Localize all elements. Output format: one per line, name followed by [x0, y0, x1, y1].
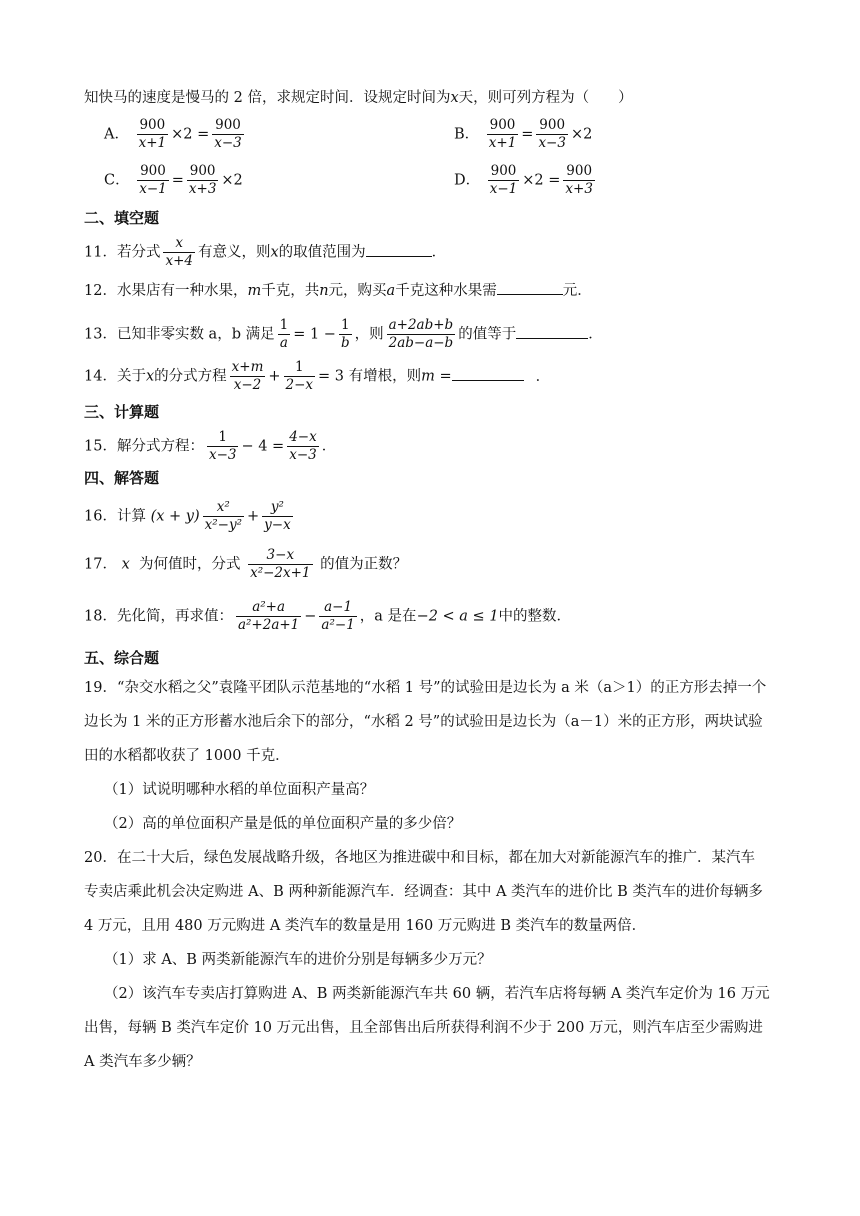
operator: + — [268, 368, 281, 385]
q16-text-a: 计算 — [116, 508, 146, 525]
numerator: 900 — [187, 164, 219, 181]
denominator: x−3 — [214, 135, 242, 151]
q12-end: 元． — [562, 283, 592, 299]
option-label: C． — [104, 172, 130, 189]
fraction — [207, 430, 239, 463]
operator-tail: ×2 — [570, 126, 593, 143]
q20-line-3: 4 万元，且用 480 万元购进 A 类汽车的数量是用 160 万元购进 B 类汽车的数量两倍． — [84, 918, 647, 934]
numerator: 900 — [487, 118, 519, 135]
q10-option-a[interactable] — [104, 118, 247, 151]
operator: = — [171, 172, 184, 189]
q19-line-2: 边长为 1 米的正方形蓄水池后余下的部分，“水稻 2 号”的试验田是边长为（a－1）米的正方形，两块试验 — [84, 714, 763, 730]
denominator: x+1 — [488, 135, 517, 151]
q20-part-2-line-1: （2）该汽车专卖店打算购进 A、B 两类新能源汽车共 60 辆，若汽车店将每辆 A 类汽车定价为 16 万元 — [104, 986, 770, 1002]
q12-text-d: 千克这种水果需 — [395, 283, 497, 299]
numerator: 900 — [137, 164, 169, 181]
denominator: x²−2x+1 — [250, 565, 311, 581]
q13-text-a: 已知非零实数 a，b 满足 — [116, 326, 275, 343]
question-number: 16． — [84, 508, 117, 525]
fraction — [137, 164, 169, 197]
section-heading-comprehensive: 五、综合题 — [84, 649, 160, 667]
question-number: 15． — [84, 438, 117, 455]
q18 — [84, 600, 571, 633]
q14-var: x — [145, 368, 155, 385]
q12-text-b: 千克，共 — [261, 283, 320, 299]
q16 — [84, 500, 296, 533]
section-heading-fill-in: 二、填空题 — [84, 209, 160, 227]
q14-text-a: 关于 — [116, 368, 146, 385]
numerator: x — [163, 236, 195, 253]
q14-var-m: m — [421, 368, 435, 385]
q14-end: ． — [535, 368, 551, 385]
numerator: 900 — [563, 164, 595, 181]
denominator: x+3 — [565, 181, 593, 197]
numerator: 900 — [536, 118, 568, 135]
denominator: x−2 — [233, 377, 262, 393]
question-number: 11． — [84, 244, 117, 261]
q13-end: ． — [588, 326, 603, 343]
answer-blank[interactable] — [516, 324, 588, 339]
q17-text-a: 为何值时，分式 — [138, 556, 241, 573]
q13 — [84, 318, 603, 351]
q16-prefix: (x + y) — [150, 508, 200, 525]
q18-text-b: ，a 是在 — [359, 608, 417, 625]
answer-blank[interactable] — [452, 366, 524, 381]
section-heading-answer: 四、解答题 — [84, 469, 160, 487]
q11-end: ． — [431, 244, 447, 261]
question-number: 17． — [84, 556, 117, 573]
question-number: 12． — [84, 283, 117, 299]
q17-var: x — [121, 556, 130, 573]
fraction — [387, 318, 456, 351]
q20-line-1: 20．在二十大后，绿色发展战略升级，各地区为推进碳中和目标，都在加大对新能源汽车的推广．某汽车 — [84, 850, 755, 866]
denominator: 2−x — [285, 377, 314, 393]
q18-text-c: 中的整数． — [498, 608, 572, 625]
operator: = 1 − — [293, 326, 336, 343]
operator: − 4 = — [241, 438, 285, 455]
fraction — [563, 164, 595, 197]
numerator: x+m — [231, 359, 264, 375]
question-number: 18． — [84, 608, 117, 625]
fraction — [319, 600, 356, 633]
fraction — [339, 318, 352, 351]
q12-var-n: n — [319, 283, 329, 299]
fraction — [278, 318, 291, 351]
q17 — [84, 548, 407, 581]
numerator: 3−x — [248, 548, 312, 565]
q20-part-1: （1）求 A、B 两类新能源汽车的进价分别是每辆多少万元？ — [104, 952, 492, 968]
denominator: x−3 — [289, 447, 317, 463]
q10-text-b: 天，则可列方程为（ ） — [458, 90, 633, 106]
operator: = — [521, 126, 534, 143]
fraction — [137, 118, 169, 151]
option-label: B． — [454, 126, 480, 143]
fraction — [488, 164, 520, 197]
denominator: x²−y² — [204, 517, 243, 533]
q14 — [84, 360, 550, 393]
denominator: x−1 — [489, 181, 518, 197]
numerator: 1 — [207, 430, 239, 447]
q12-text-c: 元，购买 — [328, 283, 387, 299]
operator: − — [304, 608, 317, 625]
numerator: a²+a — [236, 600, 301, 617]
denominator: b — [340, 335, 350, 351]
q11 — [84, 236, 446, 269]
q12-var-a: a — [386, 283, 396, 299]
q12-text-a: 水果店有一种水果， — [116, 283, 248, 299]
q20-part-2-line-3: A 类汽车多少辆？ — [84, 1054, 201, 1070]
denominator: a — [279, 335, 288, 351]
q13-text-c: 的值等于 — [458, 326, 517, 343]
fraction — [187, 164, 219, 197]
q11-text-c: 的取值范围为 — [278, 244, 366, 261]
fraction — [536, 118, 568, 151]
q10-option-c[interactable] — [104, 164, 243, 197]
q10-text-a: 知快马的速度是慢马的 2 倍，求规定时间．设规定时间为 — [84, 90, 451, 106]
fraction — [248, 548, 312, 581]
q10-var: x — [450, 90, 459, 106]
q10-stem — [84, 88, 633, 108]
q14-text-c: = 3 有增根，则 — [318, 368, 422, 385]
q19-part-1: （1）试说明哪种水稻的单位面积产量高？ — [104, 782, 375, 798]
operator: ×2 = — [171, 126, 210, 143]
q17-text-b: 的值为正数？ — [320, 556, 408, 573]
denominator: x−3 — [538, 135, 566, 151]
denominator: x−3 — [208, 447, 237, 463]
numerator: 900 — [212, 118, 244, 135]
denominator: x−1 — [139, 181, 167, 197]
numerator: x² — [203, 500, 244, 517]
numerator: a−1 — [319, 600, 356, 617]
q20-part-2-line-2: 出售，每辆 B 类汽车定价 10 万元出售，且全部售出后所获得利润不少于 200 万元，则汽车店至少需购进 — [84, 1020, 763, 1036]
q10-option-b[interactable] — [454, 118, 592, 151]
numerator: 900 — [137, 118, 169, 135]
q19-part-2: （2）高的单位面积产量是低的单位面积产量的多少倍？ — [104, 816, 462, 832]
operator: + — [247, 508, 260, 525]
numerator: 1 — [339, 318, 352, 335]
q20-line-2: 专卖店乘此机会决定购进 A、B 两种新能源汽车．经调查：其中 A 类汽车的进价比 B 类汽车的进价每辆多 — [84, 884, 763, 900]
denominator: x+3 — [188, 181, 217, 197]
fraction — [236, 600, 301, 633]
denominator: a²−1 — [321, 617, 355, 633]
q19-line-1: 19．“杂交水稻之父”袁隆平团队示范基地的“水稻 1 号”的试验田是边长为 a 米（a＞1）的正方形去掉一个 — [84, 680, 767, 696]
option-label: A． — [104, 126, 129, 143]
q15-end: ． — [321, 438, 337, 455]
question-number: 14． — [84, 368, 117, 385]
q11-var: x — [270, 244, 279, 261]
denominator: x+1 — [138, 135, 167, 151]
q14-text-b: 的分式方程 — [154, 368, 227, 385]
q12-var-m: m — [247, 283, 262, 299]
q18-condition: −2 < a ≤ 1 — [416, 608, 499, 625]
answer-blank[interactable] — [366, 242, 432, 257]
numerator: a+2ab+b — [388, 317, 454, 333]
fraction — [284, 360, 316, 393]
numerator: y² — [262, 500, 293, 517]
fraction — [212, 118, 244, 151]
fraction — [262, 500, 293, 533]
q13-text-b: ，则 — [354, 326, 384, 343]
numerator: 1 — [284, 360, 316, 377]
operator: = — [434, 368, 452, 385]
question-number: 13． — [84, 326, 117, 343]
numerator: 900 — [488, 164, 520, 181]
fraction — [203, 500, 244, 533]
q10-option-d[interactable] — [454, 164, 598, 197]
q12 — [84, 280, 592, 301]
numerator: 4−x — [289, 429, 317, 445]
q19-line-3: 田的水稻都收获了 1000 千克． — [84, 748, 290, 764]
fraction — [230, 360, 266, 393]
q18-text-a: 先化简，再求值： — [116, 608, 233, 625]
fraction — [163, 236, 195, 269]
fraction — [287, 430, 319, 463]
fraction — [487, 118, 519, 151]
denominator: x+4 — [165, 253, 193, 269]
answer-blank[interactable] — [497, 280, 563, 295]
denominator: a²+2a+1 — [237, 617, 300, 633]
q11-text-a: 若分式 — [116, 244, 161, 261]
option-label: D． — [454, 172, 481, 189]
denominator: 2ab−a−b — [388, 335, 454, 351]
q15 — [84, 430, 336, 463]
operator: ×2 = — [522, 172, 561, 189]
denominator: y−x — [264, 517, 291, 533]
operator-tail: ×2 — [221, 172, 243, 189]
q15-text-a: 解分式方程： — [116, 438, 204, 455]
q11-text-b: 有意义，则 — [197, 244, 271, 261]
numerator: 1 — [279, 317, 289, 333]
section-heading-calculation: 三、计算题 — [84, 403, 160, 421]
